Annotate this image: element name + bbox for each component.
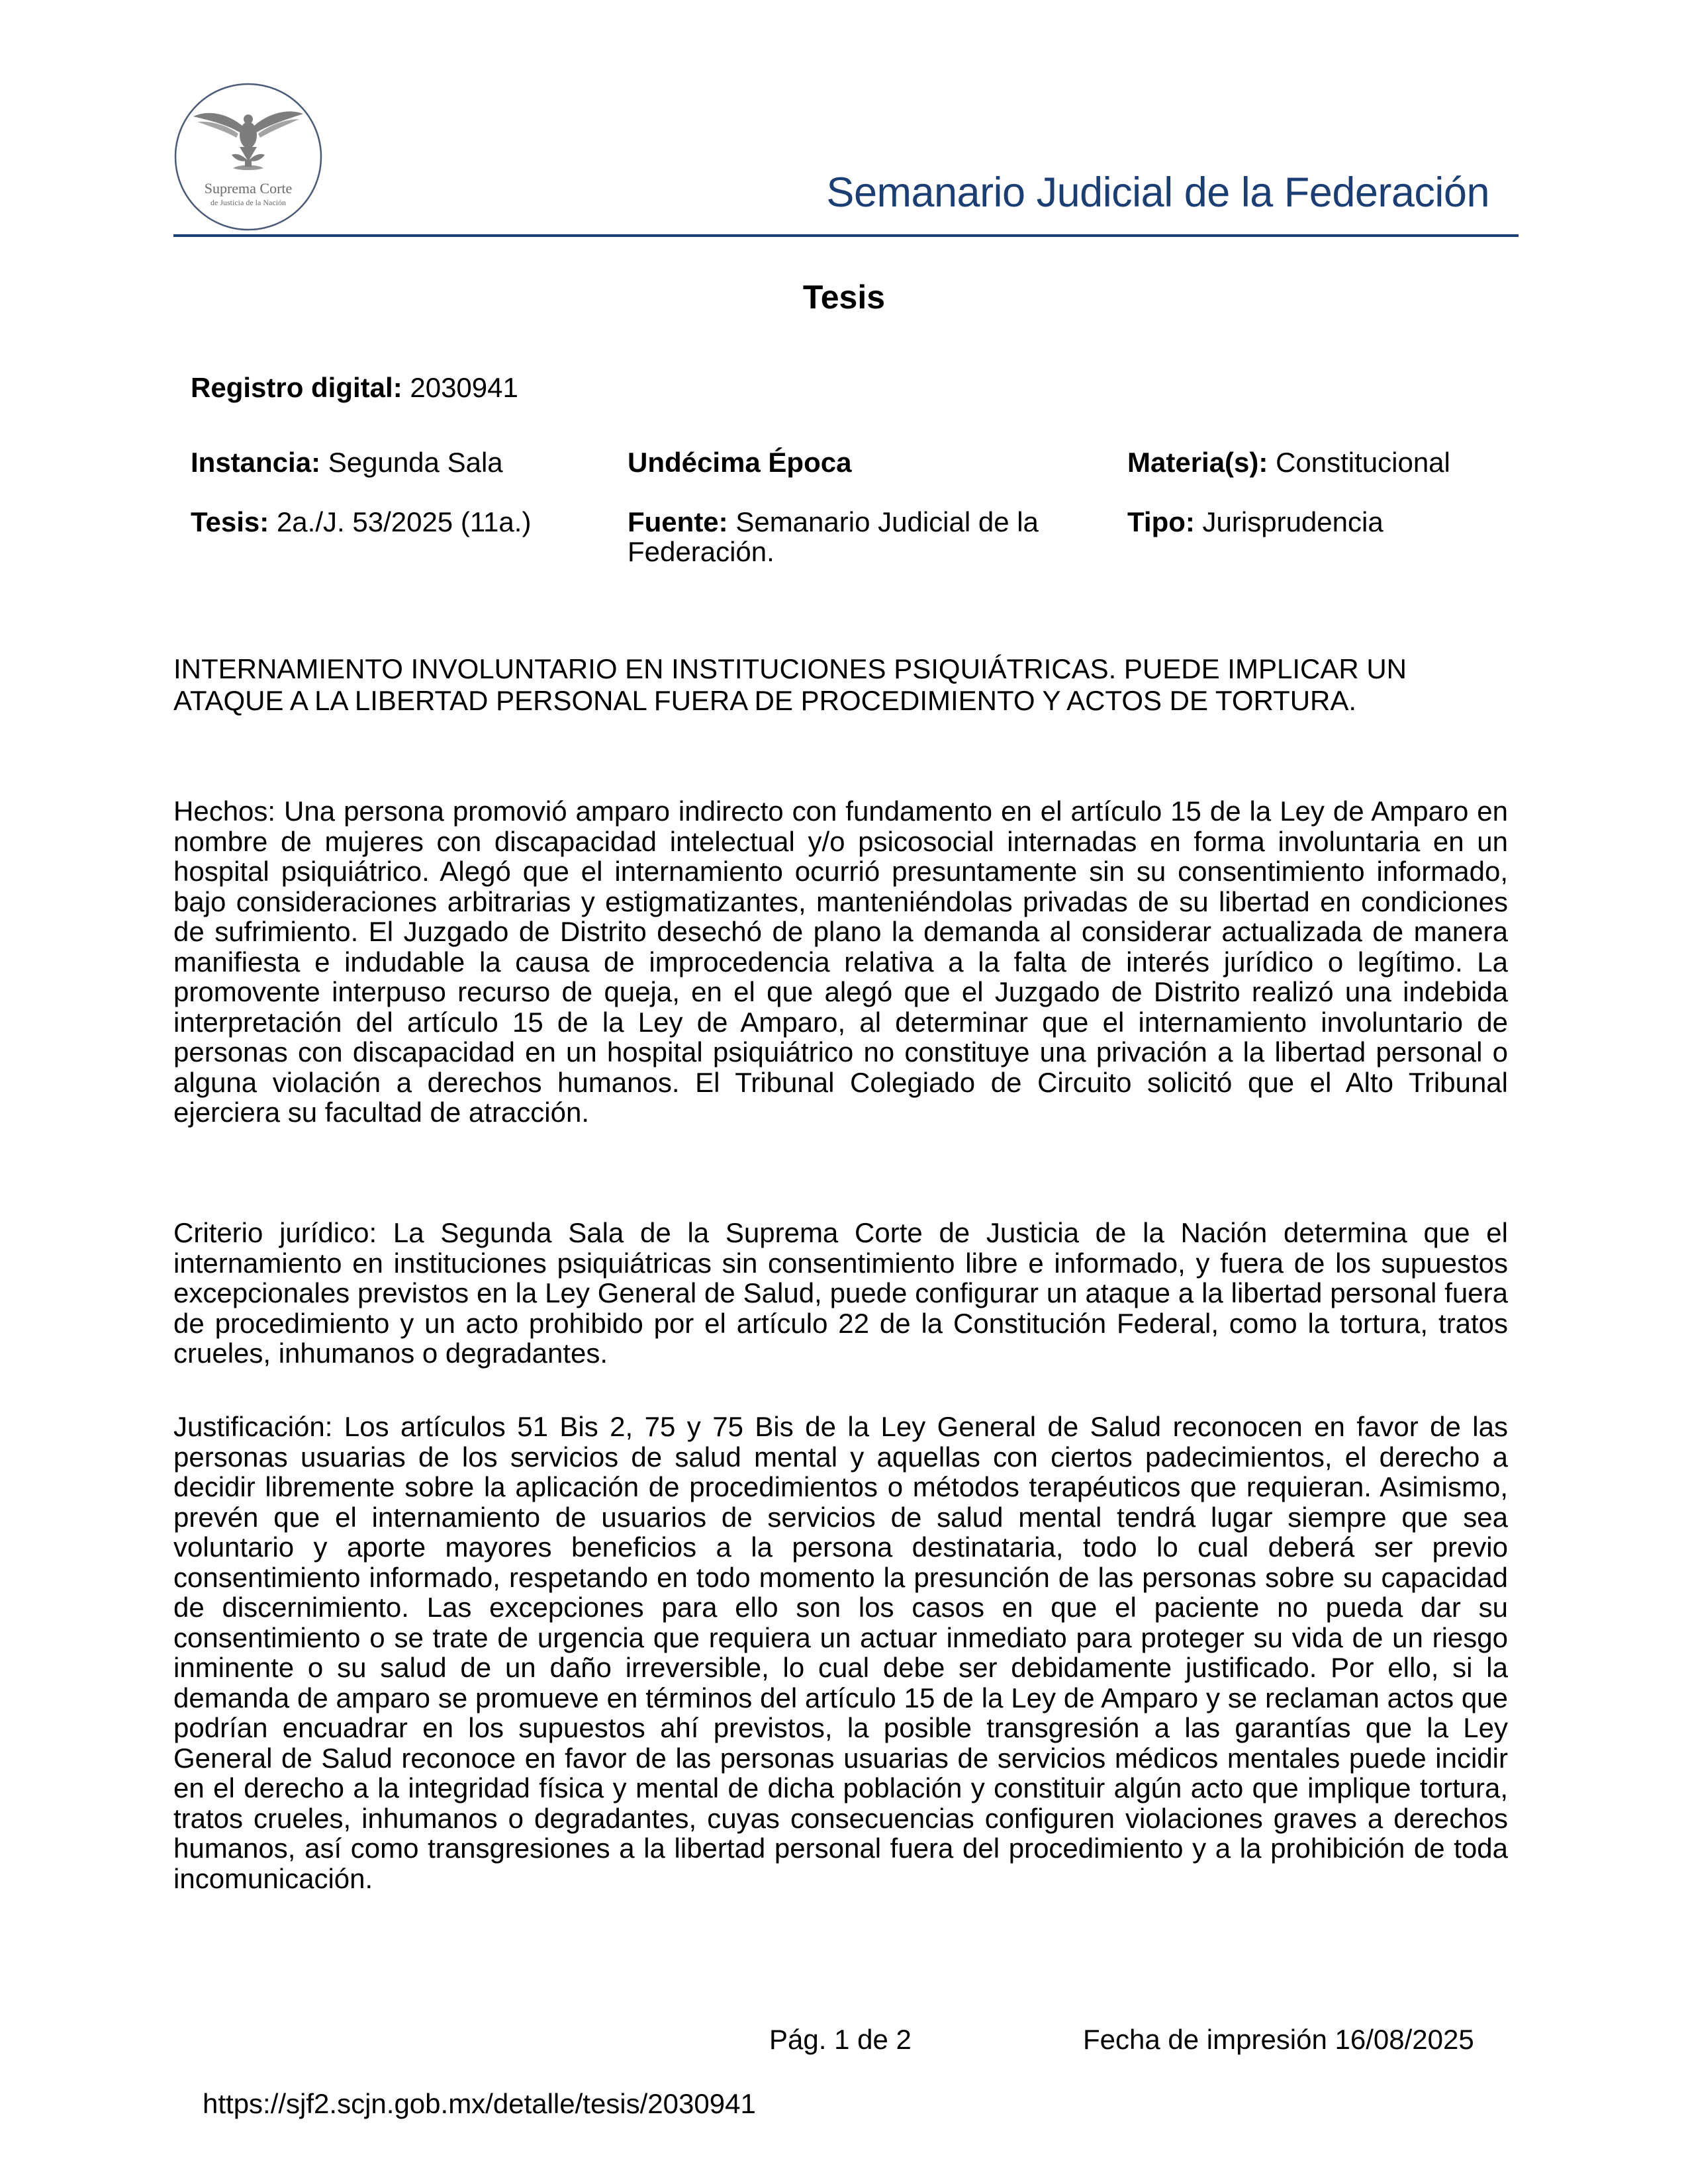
paragraph-criterio-juridico: Criterio jurídico: La Segunda Sala de la Suprema Corte de Justicia de la Nación determina que el internamiento en instituciones psiquiátricas sin consentimiento libre e informado, y fuera de los supuestos excepcionales previstos en la Ley General de Salud, puede configurar un ataque a la libertad personal fuera de procedimiento y un acto prohibido por el artículo 22 de la Constitución Federal, como la tortura, tratos crueles, inhumanos o degradantes. bbox=[173, 1217, 1508, 1369]
materia-value: Constitucional bbox=[1276, 447, 1450, 478]
tesis-label: Tesis: bbox=[191, 506, 269, 537]
materia-label: Materia(s): bbox=[1127, 447, 1268, 478]
tipo-label: Tipo: bbox=[1127, 506, 1195, 537]
page-number: Pág. 1 de 2 bbox=[769, 2024, 912, 2055]
document-type-title: Tesis bbox=[802, 279, 886, 316]
tesis-number bbox=[191, 507, 531, 537]
tesis-rubro: INTERNAMIENTO INVOLUNTARIO EN INSTITUCIONES PSIQUIÁTRICAS. PUEDE IMPLICAR UN ATAQUE A LA LIBERTAD PERSONAL FUERA DE PROCEDIMIENTO Y ACTOS DE TORTURA. bbox=[173, 653, 1407, 716]
registro-label: Registro digital: bbox=[191, 372, 402, 403]
tesis-value: 2a./J. 53/2025 (11a.) bbox=[276, 506, 532, 537]
logo-text-line1: Suprema Corte bbox=[204, 180, 293, 197]
tipo-value: Jurisprudencia bbox=[1202, 506, 1383, 537]
instancia bbox=[191, 447, 503, 477]
materia bbox=[1127, 447, 1450, 477]
fuente-value: Semanario Judicial de la Federación. bbox=[628, 506, 1039, 567]
paragraph-hechos: Hechos: Una persona promovió amparo indirecto con fundamento en el artículo 15 de la Ley de Amparo en nombre de mujeres con discapacidad intelectual y/o psicosocial internadas en forma involuntaria en un hospital psiquiátrico. Alegó que el internamiento ocurrió presuntamente sin su consentimiento informado, bajo consideraciones arbitrarias y estigmatizantes, manteniéndolas privadas de su libertad en condiciones de sufrimiento. El Juzgado de Distrito desechó de plano la demanda al considerar actualizada de manera manifiesta e indudable la causa de improcedencia relativa a la falta de interés jurídico o legítimo. La promovente interpuso recurso de queja, en el que alegó que el Juzgado de Distrito realizó una indebida interpretación del artículo 15 de la Ley de Amparo, al determinar que el internamiento involuntario de personas con discapacidad en un hospital psiquiátrico no constituye una privación a la libertad personal o alguna violación a derechos humanos. El Tribunal Colegiado de Circuito solicitó que el Alto Tribunal ejerciera su facultad de atracción. bbox=[173, 796, 1508, 1128]
fuente-label: Fuente: bbox=[628, 506, 728, 537]
eagle-seal-icon bbox=[193, 111, 303, 170]
paragraph-justificacion: Justificación: Los artículos 51 Bis 2, 75 y 75 Bis de la Ley General de Salud reconocen en favor de las personas usuarias de los servicios de salud mental y aquellas con ciertos padecimientos, el derecho a decidir libremente sobre la aplicación de procedimientos o métodos terapéuticos que requieran. Asimismo, prevén que el internamiento de usuarios de servicios de salud mental tendrá lugar siempre que sea voluntario y aporte mayores beneficios a la persona destinataria, todo lo cual deberá ser previo consentimiento informado, respetando en todo momento la presunción de las personas sobre su capacidad de discernimiento. Las excepciones para ello son los casos en que el paciente no pueda dar su consentimiento o se trate de urgencia que requiera un actuar inmediato para proteger su vida de un riesgo inminente o su salud de un daño irreversible, lo cual debe ser debidamente justificado. Por ello, si la demanda de amparo se promueve en términos del artículo 15 de la Ley de Amparo y se reclaman actos que podrían encuadrar en los supuestos ahí previstos, la posible transgresión a las garantías que la Ley General de Salud reconoce en favor de las personas usuarias de servicios médicos mentales puede incidir en el derecho a la integridad física y mental de dicha población y constituir algún acto que implique tortura, tratos crueles, inhumanos o degradantes, cuyas consecuencias configuren violaciones graves a derechos humanos, así como transgresiones a la libertad personal fuera del procedimiento y a la prohibición de toda incomunicación. bbox=[173, 1411, 1508, 1894]
scjn-logo bbox=[173, 82, 323, 232]
tipo bbox=[1127, 507, 1383, 537]
instancia-label: Instancia: bbox=[191, 447, 321, 478]
instancia-value: Segunda Sala bbox=[328, 447, 503, 478]
source-url[interactable]: https://sjf2.scjn.gob.mx/detalle/tesis/2030941 bbox=[203, 2088, 756, 2119]
registro-value: 2030941 bbox=[410, 372, 518, 403]
registro-digital bbox=[191, 373, 518, 402]
fuente bbox=[628, 507, 1091, 567]
journal-title: Semanario Judicial de la Federación bbox=[826, 169, 1489, 216]
header-divider bbox=[173, 234, 1519, 237]
print-date: Fecha de impresión 16/08/2025 bbox=[1083, 2024, 1474, 2055]
epoca: Undécima Época bbox=[628, 447, 852, 478]
logo-text-line2: de Justicia de la Nación bbox=[211, 198, 286, 207]
